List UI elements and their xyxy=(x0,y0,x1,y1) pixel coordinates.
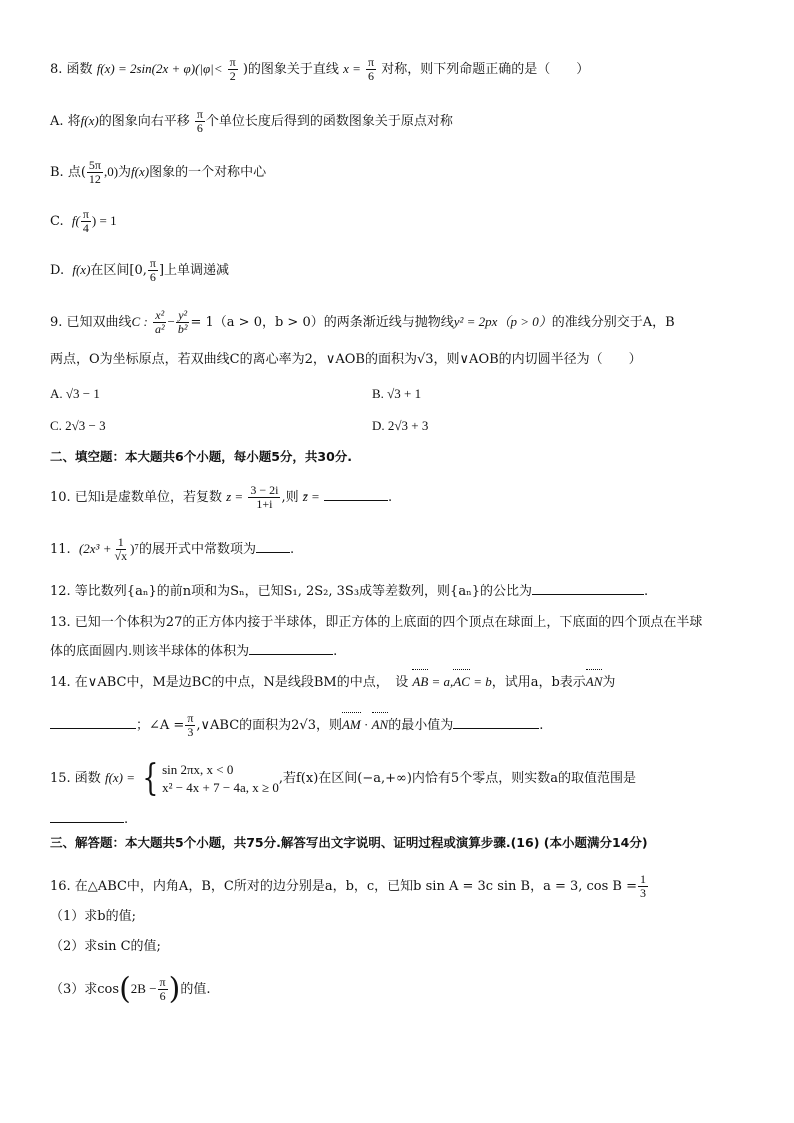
q9-option-a: A. √3 − 1 xyxy=(50,386,100,401)
q11: 11. (2x³ + $\frac{1}{√x}$ )⁷的展开式中常数项为 . xyxy=(50,535,295,563)
q8-label: 8. 函数 xyxy=(50,62,93,77)
q13-answer-blank xyxy=(249,640,333,655)
q14-answer-blank-2 xyxy=(453,714,539,729)
q13-line2: 体的底面圆内.则该半球体的体积为 . xyxy=(50,640,337,662)
q15-answer: . xyxy=(50,808,128,830)
q16-part-3: （3）求cos(2B − $\frac{\pi}{6}$ )的值. xyxy=(50,971,211,1007)
q11-answer-blank xyxy=(256,538,290,553)
q8-option-c: C. f( $\frac{\pi}{4}$ ) = 1 xyxy=(50,207,117,235)
vector-an-2: AN xyxy=(372,715,389,735)
q8-option-b: B. 点( $\frac{5\pi}{12}$ ,0)为f(x)图象的一个对称中心 xyxy=(50,158,267,186)
piecewise-brace: { sin 2πx, x < 0 x² − 4x + 7 − 4a, x ≥ 0 xyxy=(142,757,279,799)
q8-option-a: A. 将f(x)的图象向右平移 $\frac{\pi}{6}$ 个单位长度后得到的函数图象关于原点对称 xyxy=(50,107,453,135)
q15: 15. 函数 f(x) = { sin 2πx, x < 0 x² − 4x + 7 − 4a, x ≥ 0 ,若f(x)在区间(−a,+∞)内恰有5个零点，则实数a的取值范围是 xyxy=(50,757,636,799)
q16-part-2: （2）求sin C的值; xyxy=(50,939,161,954)
q14-line2: ；∠A = $\frac{\pi}{3}$ ,∨ABC的面积为2√3，则AM · AN的最小值为 . xyxy=(50,712,543,739)
q8-frac: $\frac{\pi}{2}$ xyxy=(229,55,236,83)
q9-stem: 9. 已知双曲线C : $\frac{\text{x²}}{\text{a²}}$ − $\frac{\text{y²}}{\text{b²}}$ = 1（a > 0，b > 0）的两条渐近线与抛物线y² = 2px（p > 0）的准线分别交于A，B xyxy=(50,308,675,336)
section-2-header: 二、填空题：本大题共6个小题，每小题5分，共30分. xyxy=(50,449,353,464)
q8-option-d: D. f(x)在区间[0, $\frac{\pi}{6}$ ]上单调递减 xyxy=(50,256,230,284)
q10-answer-blank xyxy=(324,486,388,501)
q9-line2: 两点，O为坐标原点，若双曲线C的离心率为2，∨AOB的面积为√3，则∨AOB的内切圆半径为（ ） xyxy=(50,352,642,367)
vector-am: AM xyxy=(342,715,361,735)
q16-stem: 16. 在△ABC中，内角A，B，C所对的边分别是a，b，c，已知b sin A = 3c sin B，a = 3, cos B = $\frac{1}{3}$ xyxy=(50,872,647,900)
section-3-header: 三、解答题：本大题共5个小题，共75分.解答写出文字说明、证明过程或演算步骤.(16) (本小题满分14分) xyxy=(50,835,648,850)
q9-option-b: B. √3 + 1 xyxy=(372,386,422,401)
q13-line1: 13. 已知一个体积为27的正方体内接于半球体，即正方体的上底面的四个顶点在球面上，下底面的四个顶点在半球 xyxy=(50,615,703,630)
q9-option-c: C. 2√3 − 3 xyxy=(50,418,106,433)
q15-answer-blank xyxy=(50,808,124,823)
vector-ab: AB xyxy=(412,672,428,692)
vector-ac: AC xyxy=(453,672,470,692)
q9-option-d: D. 2√3 + 3 xyxy=(372,418,429,433)
q14-line1: 14. 在∨ABC中，M是边BC的中点，N是线段BM的中点， 设 AB = a,AC = b，试用a，b表示AN为 xyxy=(50,674,616,690)
q14-answer-blank-1 xyxy=(50,714,136,729)
q10: 10. 已知i是虚数单位，若复数 z = $\frac{3 - 2i}{1+i}$ ,则 z̄ = . xyxy=(50,483,393,511)
q12-answer-blank xyxy=(532,580,644,595)
q8-expr: f(x) = 2sin(2x + φ)(|φ|< xyxy=(96,61,223,76)
q8-frac2: $\frac{\pi}{6}$ xyxy=(368,55,375,83)
q12: 12. 等比数列{aₙ}的前n项和为Sₙ，已知S₁, 2S₂, 3S₃成等差数列，则{aₙ}的公比为 . xyxy=(50,580,648,602)
vector-an: AN xyxy=(586,672,603,692)
q8-stem: 8. 函数 f(x) = 2sin(2x + φ)(|φ|< $\frac{\pi}{2}$ )的图象关于直线 x = $\frac{\pi}{6}$ 对称，则下列命题正确的是（ ） xyxy=(50,55,590,83)
q16-part-1: （1）求b的值; xyxy=(50,909,136,924)
